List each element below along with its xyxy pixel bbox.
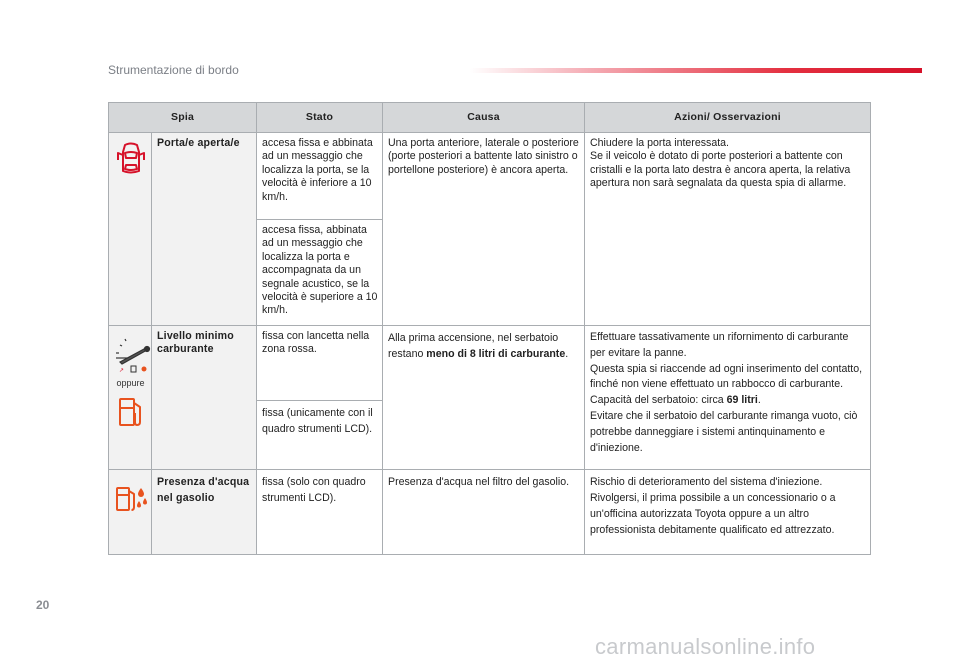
azioni-line: Rischio di deterioramento del sistema d'iniezione. <box>590 476 823 488</box>
azioni-line <box>590 393 866 409</box>
causa-text-end: . <box>565 348 569 360</box>
header-causa: Causa <box>383 103 585 133</box>
spia-name: Porta/e aperta/e <box>152 133 257 326</box>
azioni-cell <box>585 470 871 555</box>
fuel-pump-icon <box>114 395 147 429</box>
spia-name: Livello minimo carburante <box>152 326 257 470</box>
stato-text: accesa fissa, abbinata ad un messaggio che localizza la porta e accompagnata da un segnale acustico, se la velocità è superiore a 10 km/h. <box>257 220 383 326</box>
page-header-title: Strumentazione di bordo <box>108 63 239 77</box>
table-header-row <box>109 103 871 133</box>
header-stato: Stato <box>257 103 383 133</box>
page-number: 20 <box>36 598 50 612</box>
warning-lights-table <box>108 102 871 555</box>
stato-text: fissa (unicamente con il quadro strumenti LCD). <box>257 401 383 470</box>
azioni-line: Se il veicolo è dotato di porte posteriori a battente con cristalli e la porta lato destra è ancora aperta, la relativa apertura non sarà segnalata da questa spia di allarme. <box>590 150 851 190</box>
oppure-label: oppure <box>116 378 145 388</box>
azioni-line: Questa spia si riaccende ad ogni inserimento del contatto, finché non viene effettuato un rabbocco di carburante. <box>590 362 863 391</box>
stato-text: fissa con lancetta nella zona rossa. <box>257 326 383 401</box>
azioni-line: Evitare che il serbatoio del carburante rimanga vuoto, ciò potrebbe danneggiare i sistemi antinquinamento e d'iniezione. <box>590 409 858 454</box>
causa-text: Alla prima accensione, nel serbatoio restano <box>388 332 559 360</box>
svg-text:↗: ↗ <box>119 367 125 374</box>
causa-cell <box>383 326 585 470</box>
table-row <box>109 133 871 220</box>
spia-icon-cell <box>109 133 152 326</box>
watermark: carmanualsonline.info <box>595 634 816 659</box>
fuel-gauge-icon <box>114 334 147 374</box>
capacity-label: Capacità del serbatoio: circa <box>590 394 727 407</box>
header-accent-line <box>470 68 922 73</box>
azioni-line: Effettuare tassativamente un rifornimento di carburante per evitare la panne. <box>590 331 849 359</box>
table-row <box>109 470 871 555</box>
spia-name: Presenza d'acqua nel gasolio <box>152 470 257 555</box>
stato-text: fissa (solo con quadro strumenti LCD). <box>257 470 383 555</box>
causa-text: Presenza d'acqua nel filtro del gasolio. <box>383 470 585 555</box>
spia-icon-cell <box>109 470 152 555</box>
causa-highlight: meno di 8 litri di carburante <box>426 348 566 360</box>
capacity-value: 69 litri <box>726 394 758 407</box>
spia-icon-cell <box>109 326 152 470</box>
water-in-fuel-icon <box>114 484 147 514</box>
door-open-icon <box>114 141 147 177</box>
causa-text: Una porta anteriore, laterale o posteriore (porte posteriori a battente lato sinistro o portellone posteriore) è ancora aperta. <box>383 133 585 326</box>
header-azioni: Azioni/ Osservazioni <box>585 103 871 133</box>
stato-text: accesa fissa e abbinata ad un messaggio che localizza la porta, se la velocità è inferiore a 10 km/h. <box>257 133 383 220</box>
azioni-line: Rivolgersi, il prima possibile a un concessionario o a un'officina autorizzata Toyota oppure a un altro professionista debitamente qualificato ed attrezzato. <box>590 492 836 536</box>
capacity-end: . <box>757 394 761 407</box>
header-spia: Spia <box>109 103 257 133</box>
azioni-cell <box>585 133 871 326</box>
table-row <box>109 326 871 401</box>
azioni-cell <box>585 326 871 470</box>
azioni-line: Chiudere la porta interessata. <box>590 137 729 149</box>
